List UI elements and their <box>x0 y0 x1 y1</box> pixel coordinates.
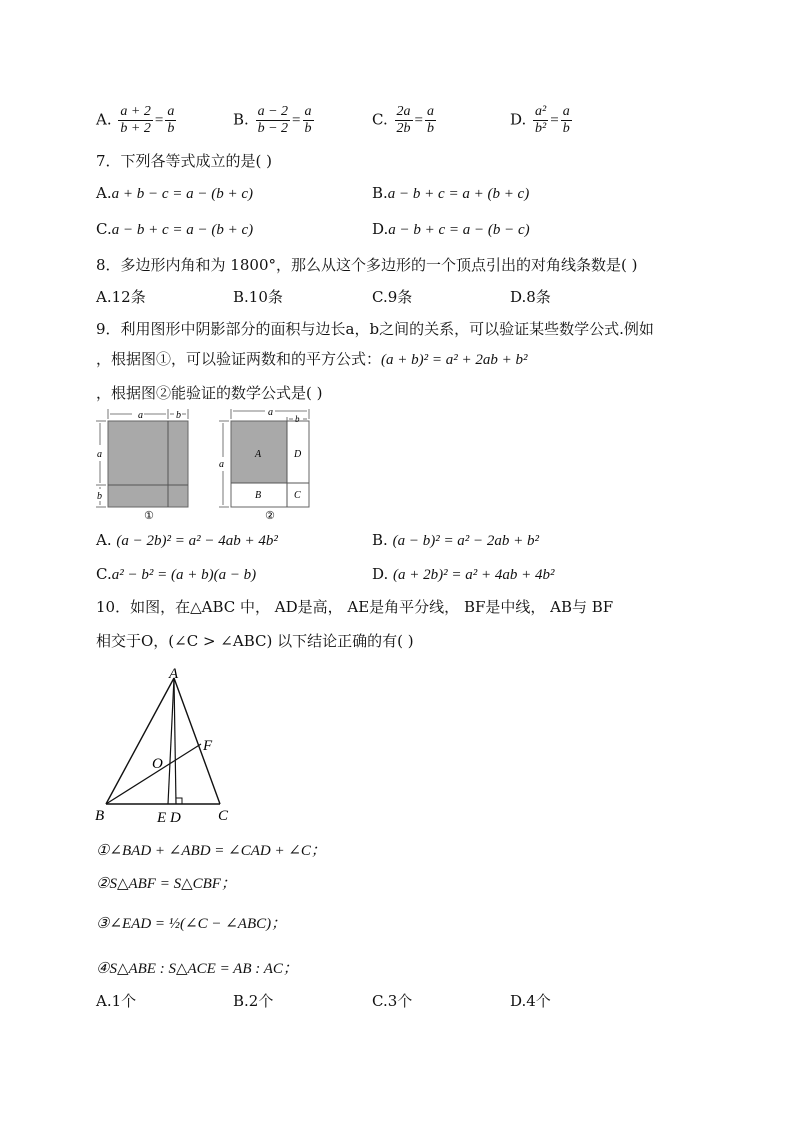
vertex-b-label: B <box>95 808 105 824</box>
fig2-region-d: D <box>294 449 302 460</box>
q9-figure-1 <box>92 405 198 521</box>
q9-option-b: B. (a − b)² = a² − 2ab + b² <box>372 531 540 549</box>
fig1-caption: ① <box>144 509 154 521</box>
q10-option-a: A.1个 <box>96 992 137 1010</box>
q7-option-d: D.a − b + c = a − (b − c) <box>372 220 530 238</box>
q9-option-a: A. (a − 2b)² = a² − 4ab + 4b² <box>96 531 278 549</box>
q6-option-c: C. $\frac{2a}{2b}$ = $\frac{a}{b}$ <box>372 104 434 136</box>
q10-statement-1: ①∠BAD + ∠ABD = ∠CAD + ∠C； <box>96 843 326 859</box>
point-d-label: D <box>170 810 181 826</box>
q8-option-a: A.12条 <box>96 288 146 306</box>
fig2-region-c: C <box>294 490 301 501</box>
vertex-c-label: C <box>218 808 229 824</box>
fig2-top-a: a <box>268 407 273 418</box>
q6-option-b: B. $\frac{a - 2}{b - 2}$ = $\frac{a}{b}$ <box>233 104 312 136</box>
q6-option-d: D. $\frac{\text{a²}}{\text{b²}}$ = $\frac{a}{b}$ <box>510 104 570 136</box>
fig1-top-b: b <box>176 410 181 421</box>
q9-figure-2 <box>215 405 315 521</box>
fig2-caption: ② <box>265 509 275 521</box>
fig2-region-a: A <box>255 449 262 460</box>
q9-stem-line1: 9．利用图形中阴影部分的面积与边长a，b之间的关系，可以验证某些数学公式.例如 <box>96 320 654 338</box>
fig1-top-a: a <box>138 410 143 421</box>
vertex-a-label: A <box>169 666 179 682</box>
q9-stem-line3: ，根据图②能验证的数学公式是( ) <box>96 384 323 402</box>
q10-option-c: C.3个 <box>372 992 413 1010</box>
fig1-side-a: a <box>97 449 102 460</box>
point-f-label: F <box>203 738 213 754</box>
q10-triangle-figure <box>90 660 250 830</box>
q10-statement-4: ④S△ABE : S△ACE = AB : AC； <box>96 961 298 977</box>
q8-stem: 8．多边形内角和为 1800°，那么从这个多边形的一个顶点引出的对角线条数是( ) <box>96 256 638 274</box>
fig2-top-b: b <box>295 414 300 424</box>
fig2-region-b: B <box>255 490 262 501</box>
q9-formula: (a + b)² = a² + 2ab + b² <box>381 352 528 368</box>
q8-option-b: B.10条 <box>233 288 283 306</box>
q10-option-d: D.4个 <box>510 992 551 1010</box>
q9-option-c: C.a² − b² = (a + b)(a − b) <box>96 565 257 583</box>
q7-option-a: A.a + b − c = a − (b + c) <box>96 184 254 202</box>
q6-option-a: A. $\frac{a + 2}{b + 2}$ = $\frac{a}{b}$ <box>96 104 175 136</box>
point-o-label: O <box>152 756 163 772</box>
q10-stem-line2: 相交于O，(∠C > ∠ABC) 以下结论正确的有( ) <box>96 632 414 650</box>
q10-stem-line1: 10．如图，在△ABC 中， AD是高， AE是角平分线， BF是中线， AB与 BF <box>96 598 614 616</box>
q7-option-b: B.a − b + c = a + (b + c) <box>372 184 530 202</box>
q10-statement-3: ③∠EAD = ½(∠C − ∠ABC)； <box>96 916 287 932</box>
fig1-side-b: b <box>97 491 102 502</box>
q10-option-b: B.2个 <box>233 992 274 1010</box>
q9-option-d: D. (a + 2b)² = a² + 4ab + 4b² <box>372 565 555 583</box>
q8-option-c: C.9条 <box>372 288 413 306</box>
q7-option-c: C.a − b + c = a − (b + c) <box>96 220 254 238</box>
q10-statement-2: ②S△ABF = S△CBF； <box>96 876 236 892</box>
point-e-label: E <box>157 810 167 826</box>
q9-stem-line2: ，根据图①，可以验证两数和的平方公式：(a + b)² = a² + 2ab + b² <box>96 350 528 368</box>
q8-option-d: D.8条 <box>510 288 551 306</box>
q7-stem: 7．下列各等式成立的是( ) <box>96 152 273 170</box>
fig2-side-a: a <box>219 459 224 470</box>
